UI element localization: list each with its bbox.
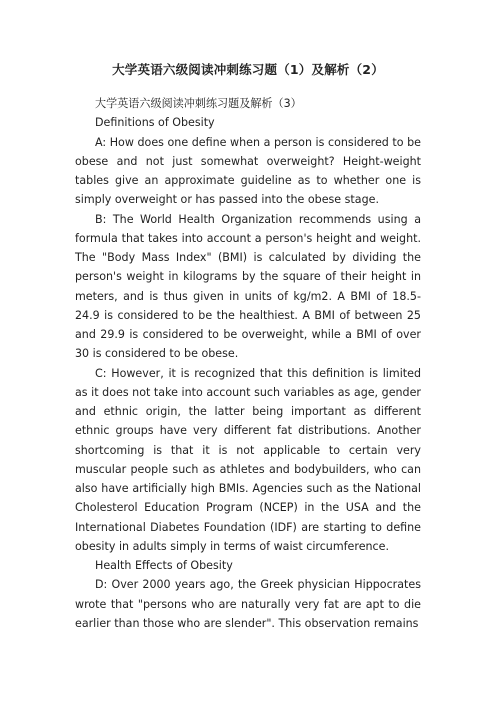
paragraph-c: C: However, it is recognized that this definition is limited as it does not take into account such variables as age, gender and ethnic origin, the latter being important as different ethnic groups have very different fat distributions. Another shortcoming is that it is not applicable to certain very muscular people such as athletes and bodybuilders, who can also have artificially high BMIs. Agencies such as the National Cholesterol Education Program (NCEP) in the USA and the International Diabetes Foundation (IDF) are starting to define obesity in adults simply in terms of waist circumference. — [75, 366, 421, 553]
section-heading-definitions: Definitions of Obesity — [95, 116, 215, 130]
document-subtitle: 大学英语六级阅读冲刺练习题及解析（3） — [95, 97, 302, 110]
section-heading-health-effects: Health Effects of Obesity — [95, 559, 233, 572]
paragraph-d: D: Over 2000 years ago, the Greek physician Hippocrates wrote that "persons who are naturally very fat are apt to die earlier than those who are slender". This observation remains — [75, 578, 421, 630]
paragraph-b: B: The World Health Organization recommends using a formula that takes into account a person's height and weight. The "Body Mass Index" (BMI) is calculated by dividing the person's weight in kilograms by the square of their height in meters, and is thus given in units of kg/m2. A BMI of 18.5-24.9 is considered to be the healthiest. A BMI of between 25 and 29.9 is considered to be overweight, while a BMI of over 30 is considered to be obese. — [75, 212, 421, 361]
document-body — [75, 94, 421, 633]
document-title: 大学英语六级阅读冲刺练习题（1）及解析（2） — [112, 62, 384, 77]
paragraph-a: A: How does one define when a person is considered to be obese and not just somewhat overweight? Height-weight tables give an approximate guideline as to whether one is simply overweight or has passed into the obese stage. — [75, 135, 421, 207]
